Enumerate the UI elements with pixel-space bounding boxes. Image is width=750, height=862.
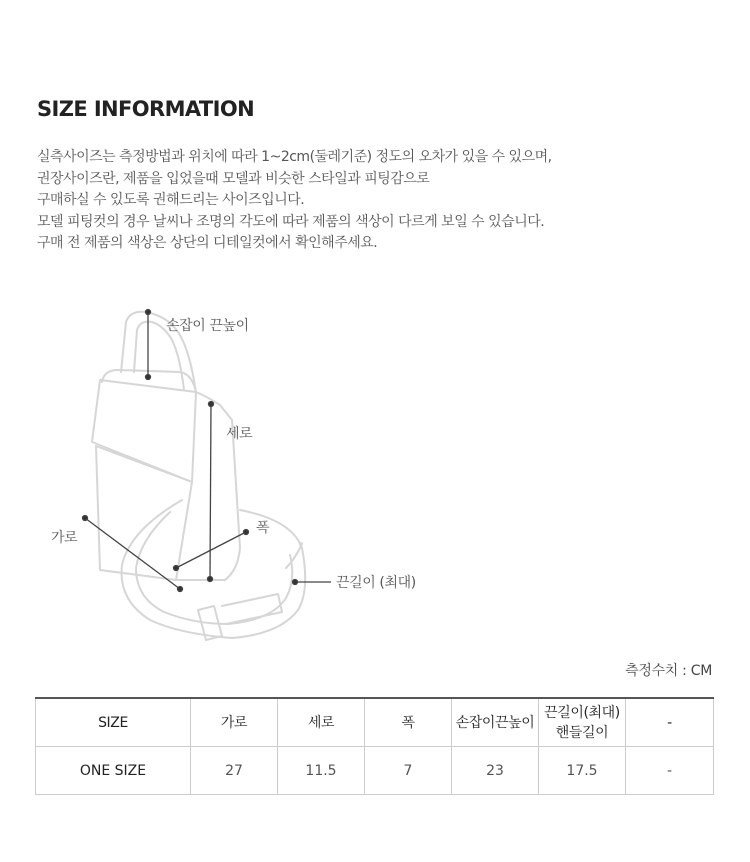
description-line: 구매하실 수 있도록 권해드리는 사이즈입니다. [37,192,305,208]
measure-point [146,310,151,315]
column-header-height: 세로 [278,698,365,747]
measure-point [209,402,214,407]
measure-point [293,580,298,585]
table-cell-depth: 7 [365,747,452,795]
column-header-strap-length-line: 끈길이(최대) [544,704,620,721]
measure-point [146,375,151,380]
bag-outline-illustration [92,312,305,640]
page-title: SIZE INFORMATION [37,97,255,121]
size-description [37,147,717,255]
strap-length-label: 끈길이 (최대) [336,575,416,591]
bag-measurement-diagram [0,290,750,650]
table-cell-handle-height: 23 [452,747,539,795]
width-label: 가로 [51,530,78,546]
description-line: 구매 전 제품의 색상은 상단의 디테일컷에서 확인해주세요. [37,235,378,251]
measurement-lines [83,310,332,592]
depth-line [176,532,246,568]
column-header-depth: 폭 [365,698,452,747]
measure-point [83,516,88,521]
depth-label: 폭 [256,520,270,536]
column-header-extra: - [626,698,714,747]
column-header-handle-height: 손잡이끈높이 [452,698,539,747]
handle-height-label: 손잡이 끈높이 [166,318,249,334]
measure-point [244,530,249,535]
description-line: 권장사이즈란, 제품을 입었을때 모델과 비슷한 스타일과 피팅감으로 [37,170,430,187]
table-row [36,747,714,795]
height-label: 세로 [226,426,253,442]
column-header-handle-length-line: 핸들길이 [555,724,609,741]
table-cell-height: 11.5 [278,747,365,795]
table-cell-size: ONE SIZE [36,747,191,795]
column-header-size: SIZE [36,698,191,747]
description-line: 모델 피팅컷의 경우 날씨나 조명의 각도에 따라 제품의 색상이 다르게 보일 수 있습니다. [37,213,545,230]
measure-point [174,566,179,571]
table-header-row [36,698,714,747]
column-header-strap-length [539,698,626,747]
measurement-unit-note: 측정수치 : CM [625,663,712,679]
measure-point [208,577,213,582]
column-header-width: 가로 [191,698,278,747]
description-line: 실측사이즈는 측정방법과 위치에 따라 1~2cm(둘레기준) 정도의 오차가 있을 수 있으며, [37,149,552,165]
table-cell-extra: - [626,747,714,795]
size-table [35,697,714,795]
table-cell-width: 27 [191,747,278,795]
measure-point [178,587,183,592]
table-cell-strap-length: 17.5 [539,747,626,795]
height-line [210,404,211,579]
